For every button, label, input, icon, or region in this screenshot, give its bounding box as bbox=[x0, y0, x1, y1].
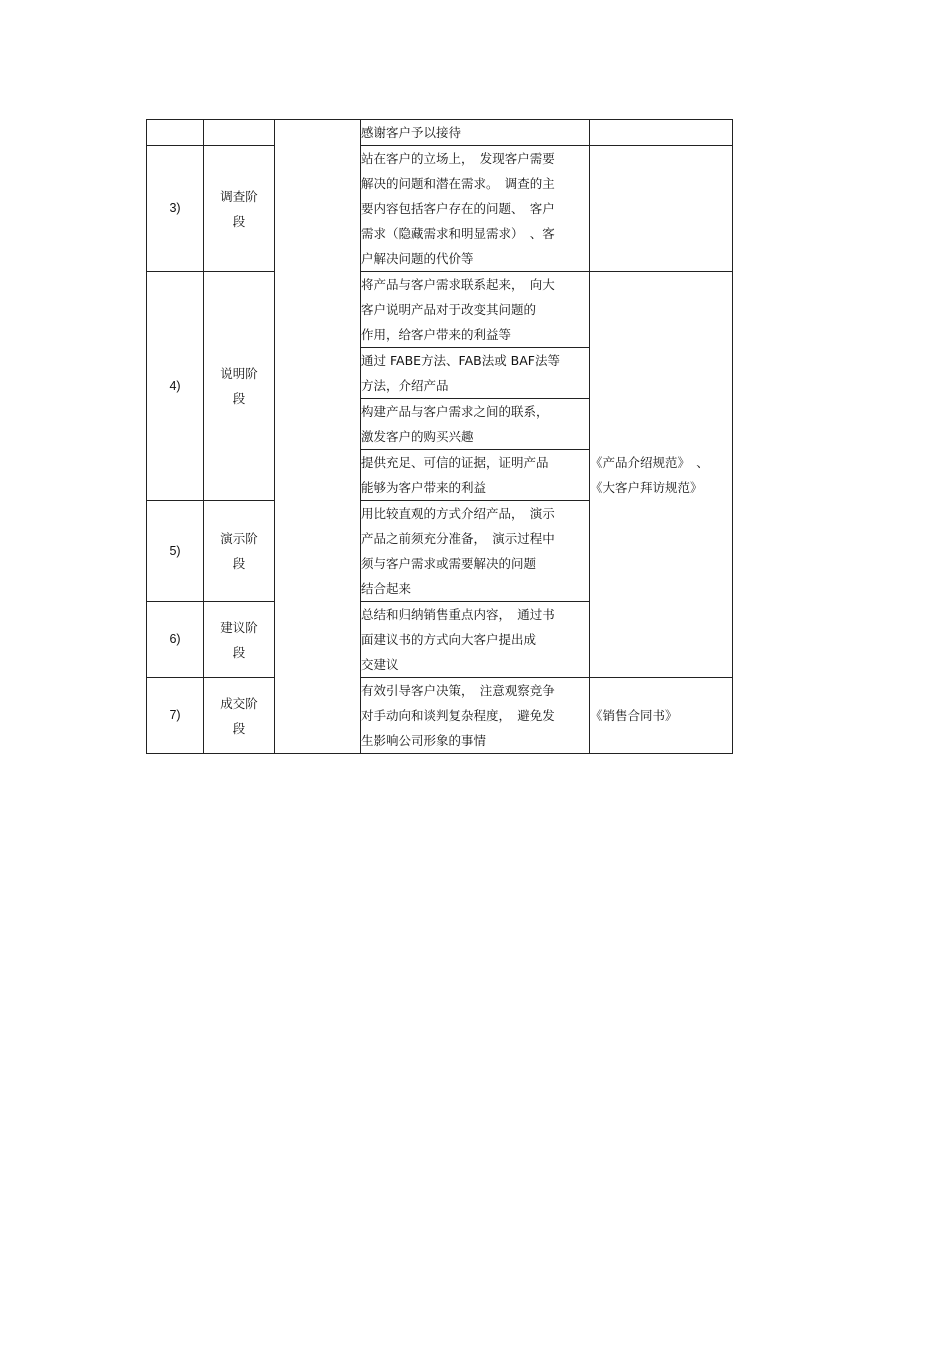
responsible-cell bbox=[275, 120, 361, 754]
content-cell bbox=[361, 501, 590, 602]
content-line: 须与客户需求或需要解决的问题 bbox=[361, 556, 537, 571]
content-line: 总结和归纳销售重点内容， 通过书 bbox=[361, 607, 555, 622]
stage-name-line: 说明阶 bbox=[220, 366, 258, 381]
content-line: 有效引导客户决策， 注意观察竞争 bbox=[361, 683, 555, 698]
stage-name-line: 段 bbox=[232, 720, 246, 736]
sales-process-table bbox=[146, 119, 733, 754]
stage-name-line: 段 bbox=[232, 213, 246, 229]
stage-name-line: 建议阶 bbox=[220, 619, 258, 635]
stage-name bbox=[204, 678, 275, 754]
content-line: 构建产品与客户需求之间的联系， bbox=[361, 404, 549, 419]
content-cell bbox=[361, 348, 590, 399]
content-line: 面建议书的方式向大客户提出成 bbox=[361, 632, 537, 647]
step-number: 5) bbox=[147, 501, 204, 602]
content-line: 站在客户的立场上， 发现客户需要 bbox=[361, 151, 555, 166]
stage-name-cell bbox=[204, 120, 275, 146]
content-cell bbox=[361, 450, 590, 501]
stage-name bbox=[204, 602, 275, 678]
stage-name-line: 段 bbox=[232, 556, 246, 571]
content-line: 交建议 bbox=[361, 657, 399, 672]
content-cell bbox=[361, 602, 590, 678]
content-line: 生影响公司形象的事情 bbox=[361, 733, 487, 748]
content-line: 客户说明产品对于改变其问题的 bbox=[361, 302, 537, 317]
content-cell bbox=[361, 678, 590, 754]
content-line: 将产品与客户需求联系起来， 向大 bbox=[361, 277, 555, 292]
stage-name-line: 成交阶 bbox=[220, 695, 258, 711]
content-cell bbox=[361, 120, 590, 146]
content-cell bbox=[361, 146, 590, 272]
content-line: 解决的问题和潜在需求。 调查的主 bbox=[361, 176, 555, 191]
content-line: 作用，给客户带来的利益等 bbox=[361, 327, 512, 342]
content-line: 提供充足、可信的证据，证明产品 bbox=[361, 455, 549, 470]
document-reference: 《产品介绍规范》 、 bbox=[590, 454, 709, 470]
content-line: 能够为客户带来的利益 bbox=[361, 480, 487, 495]
content-cell bbox=[361, 399, 590, 450]
document-cell bbox=[590, 146, 733, 272]
content-line: 对手动向和谈判复杂程度， 避免发 bbox=[361, 708, 555, 723]
stage-name bbox=[204, 501, 275, 602]
content-line: 方法，介绍产品 bbox=[361, 378, 449, 393]
stage-name-line: 调查阶 bbox=[220, 188, 258, 204]
content-line: 结合起来 bbox=[361, 581, 412, 596]
content-line: 用比较直观的方式介绍产品， 演示 bbox=[361, 506, 555, 521]
document-cell bbox=[590, 272, 733, 678]
step-number: 3) bbox=[147, 146, 204, 272]
content-line: 激发客户的购买兴趣 bbox=[361, 429, 474, 444]
stage-name-line: 演示阶 bbox=[220, 531, 258, 546]
content-line: 需求（隐藏需求和明显需求） 、客 bbox=[361, 226, 555, 241]
step-number: 4) bbox=[147, 272, 204, 501]
content-line: 产品之前须充分准备， 演示过程中 bbox=[361, 531, 555, 546]
step-number: 7) bbox=[147, 678, 204, 754]
content-line: 要内容包括客户存在的问题、 客户 bbox=[361, 201, 555, 216]
stage-name-line: 段 bbox=[232, 391, 246, 406]
content-line: 感谢客户予以接待 bbox=[361, 125, 462, 140]
document-cell bbox=[590, 120, 733, 146]
document-reference: 《销售合同书》 bbox=[590, 708, 678, 723]
step-number-cell bbox=[147, 120, 204, 146]
content-cell bbox=[361, 272, 590, 348]
table-row bbox=[147, 120, 733, 146]
document-reference: 《大客户拜访规范》 bbox=[590, 479, 703, 495]
step-number: 6) bbox=[147, 602, 204, 678]
table-row bbox=[147, 272, 733, 348]
stage-name bbox=[204, 146, 275, 272]
stage-name bbox=[204, 272, 275, 501]
stage-name-line: 段 bbox=[232, 644, 246, 660]
table-row bbox=[147, 146, 733, 272]
content-line: 户解决问题的代价等 bbox=[361, 251, 474, 266]
table-row bbox=[147, 678, 733, 754]
content-line: 通过 FABE方法、FAB法或 BAF法等 bbox=[361, 353, 560, 368]
document-cell bbox=[590, 678, 733, 754]
